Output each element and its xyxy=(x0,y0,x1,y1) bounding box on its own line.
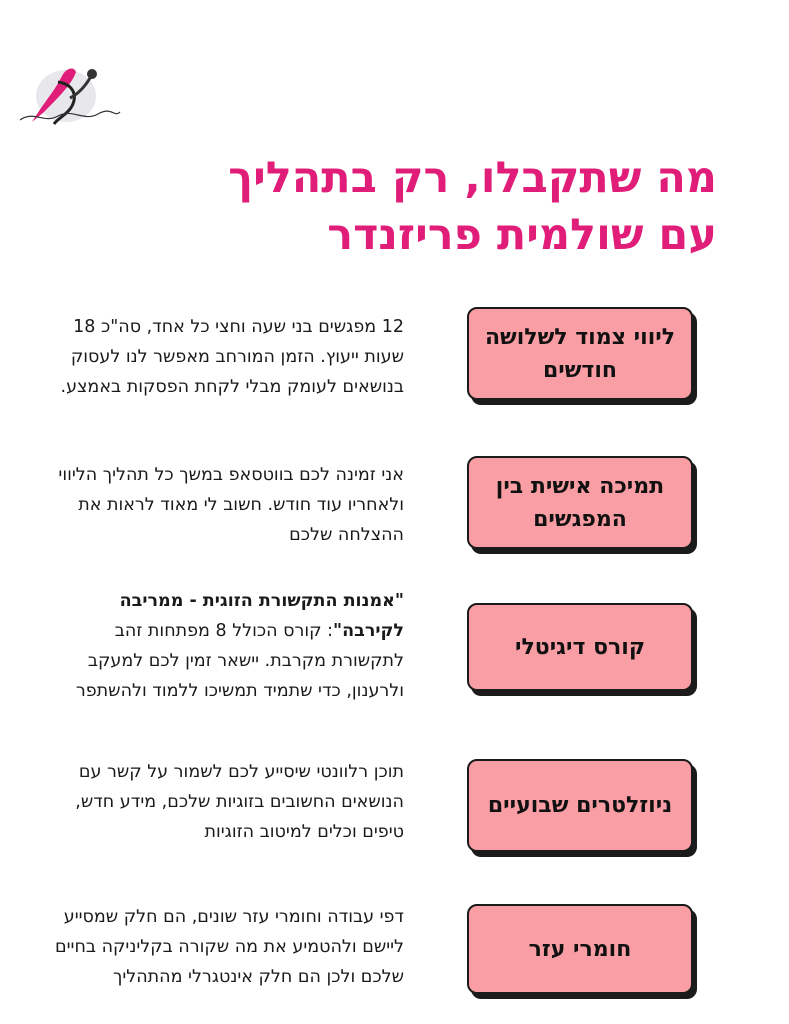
logo-mark-icon xyxy=(14,62,124,140)
desc-line: לתקשורת מקרבת. יישאר זמין לכם למעקב xyxy=(87,651,404,671)
desc-line: ההצלחה שלכם xyxy=(289,525,404,545)
title-line-1: מה שתקבלו, רק בתהליך xyxy=(228,153,717,203)
desc-line: ליישם ולהטמיע את מה שקורה בקליניקה בחיים xyxy=(55,937,404,957)
desc-newsletters xyxy=(6,757,404,847)
course-name-part2: לקירבה" xyxy=(333,621,404,641)
title-line-2: עם שולמית פריזנדר xyxy=(327,210,717,260)
desc-line: בנושאים לעומק מבלי לקחת הפסקות באמצע. xyxy=(60,377,404,397)
desc-digital-course xyxy=(6,586,404,706)
desc-line: הנושאים החשובים בזוגיות שלכם, מידע חדש, xyxy=(75,792,404,812)
desc-line: דפי עבודה וחומרי עזר שונים, הם חלק שמסייע xyxy=(63,907,404,927)
card-label: קורס דיגיטלי xyxy=(514,634,646,660)
desc-line: טיפים וכלים למיטוב הזוגיות xyxy=(204,822,404,842)
desc-aids xyxy=(6,902,404,992)
desc-personal-support xyxy=(6,460,404,550)
desc-line: אני זמינה לכם בווטסאפ במשך כל תהליך הליווי xyxy=(58,465,404,485)
card-label: ניוזלטרים שבועיים xyxy=(487,793,673,818)
desc-text: : קורס הכולל 8 מפתחות זהב xyxy=(114,621,334,641)
desc-accompaniment xyxy=(6,312,404,402)
desc-line: ולרענון, כדי שתמיד תמשיכו ללמוד ולהשתפר xyxy=(75,681,404,701)
course-name-part1: "אמנות התקשורת הזוגית - ממריבה xyxy=(119,591,404,611)
desc-line: ולאחריו עוד חודש. חשוב לי מאוד לראות את xyxy=(78,495,404,515)
card-label: תמיכה אישית בין המפגשים xyxy=(495,473,665,532)
card-newsletters xyxy=(467,759,693,852)
logo xyxy=(14,62,124,140)
card-digital-course xyxy=(467,603,693,691)
card-accompaniment xyxy=(467,307,693,400)
desc-line xyxy=(6,586,404,616)
card-personal-support xyxy=(467,456,693,549)
desc-line xyxy=(6,616,404,646)
desc-line: 12 מפגשים בני שעה וחצי כל אחד, סה"כ 18 xyxy=(73,317,404,337)
card-label: ליווי צמוד לשלושה חודשים xyxy=(484,324,676,383)
card-label: חומרי עזר xyxy=(528,936,632,962)
desc-line: תוכן רלוונטי שיסייע לכם לשמור על קשר עם xyxy=(78,762,404,782)
desc-line: שעות ייעוץ. הזמן המורחב מאפשר לנו לעסוק xyxy=(70,347,404,367)
logo-signature xyxy=(14,106,124,126)
desc-line: שלכם ולכן הם חלק אינטגרלי מהתהליך xyxy=(112,967,404,987)
card-aids xyxy=(467,904,693,994)
page-title xyxy=(17,150,717,264)
